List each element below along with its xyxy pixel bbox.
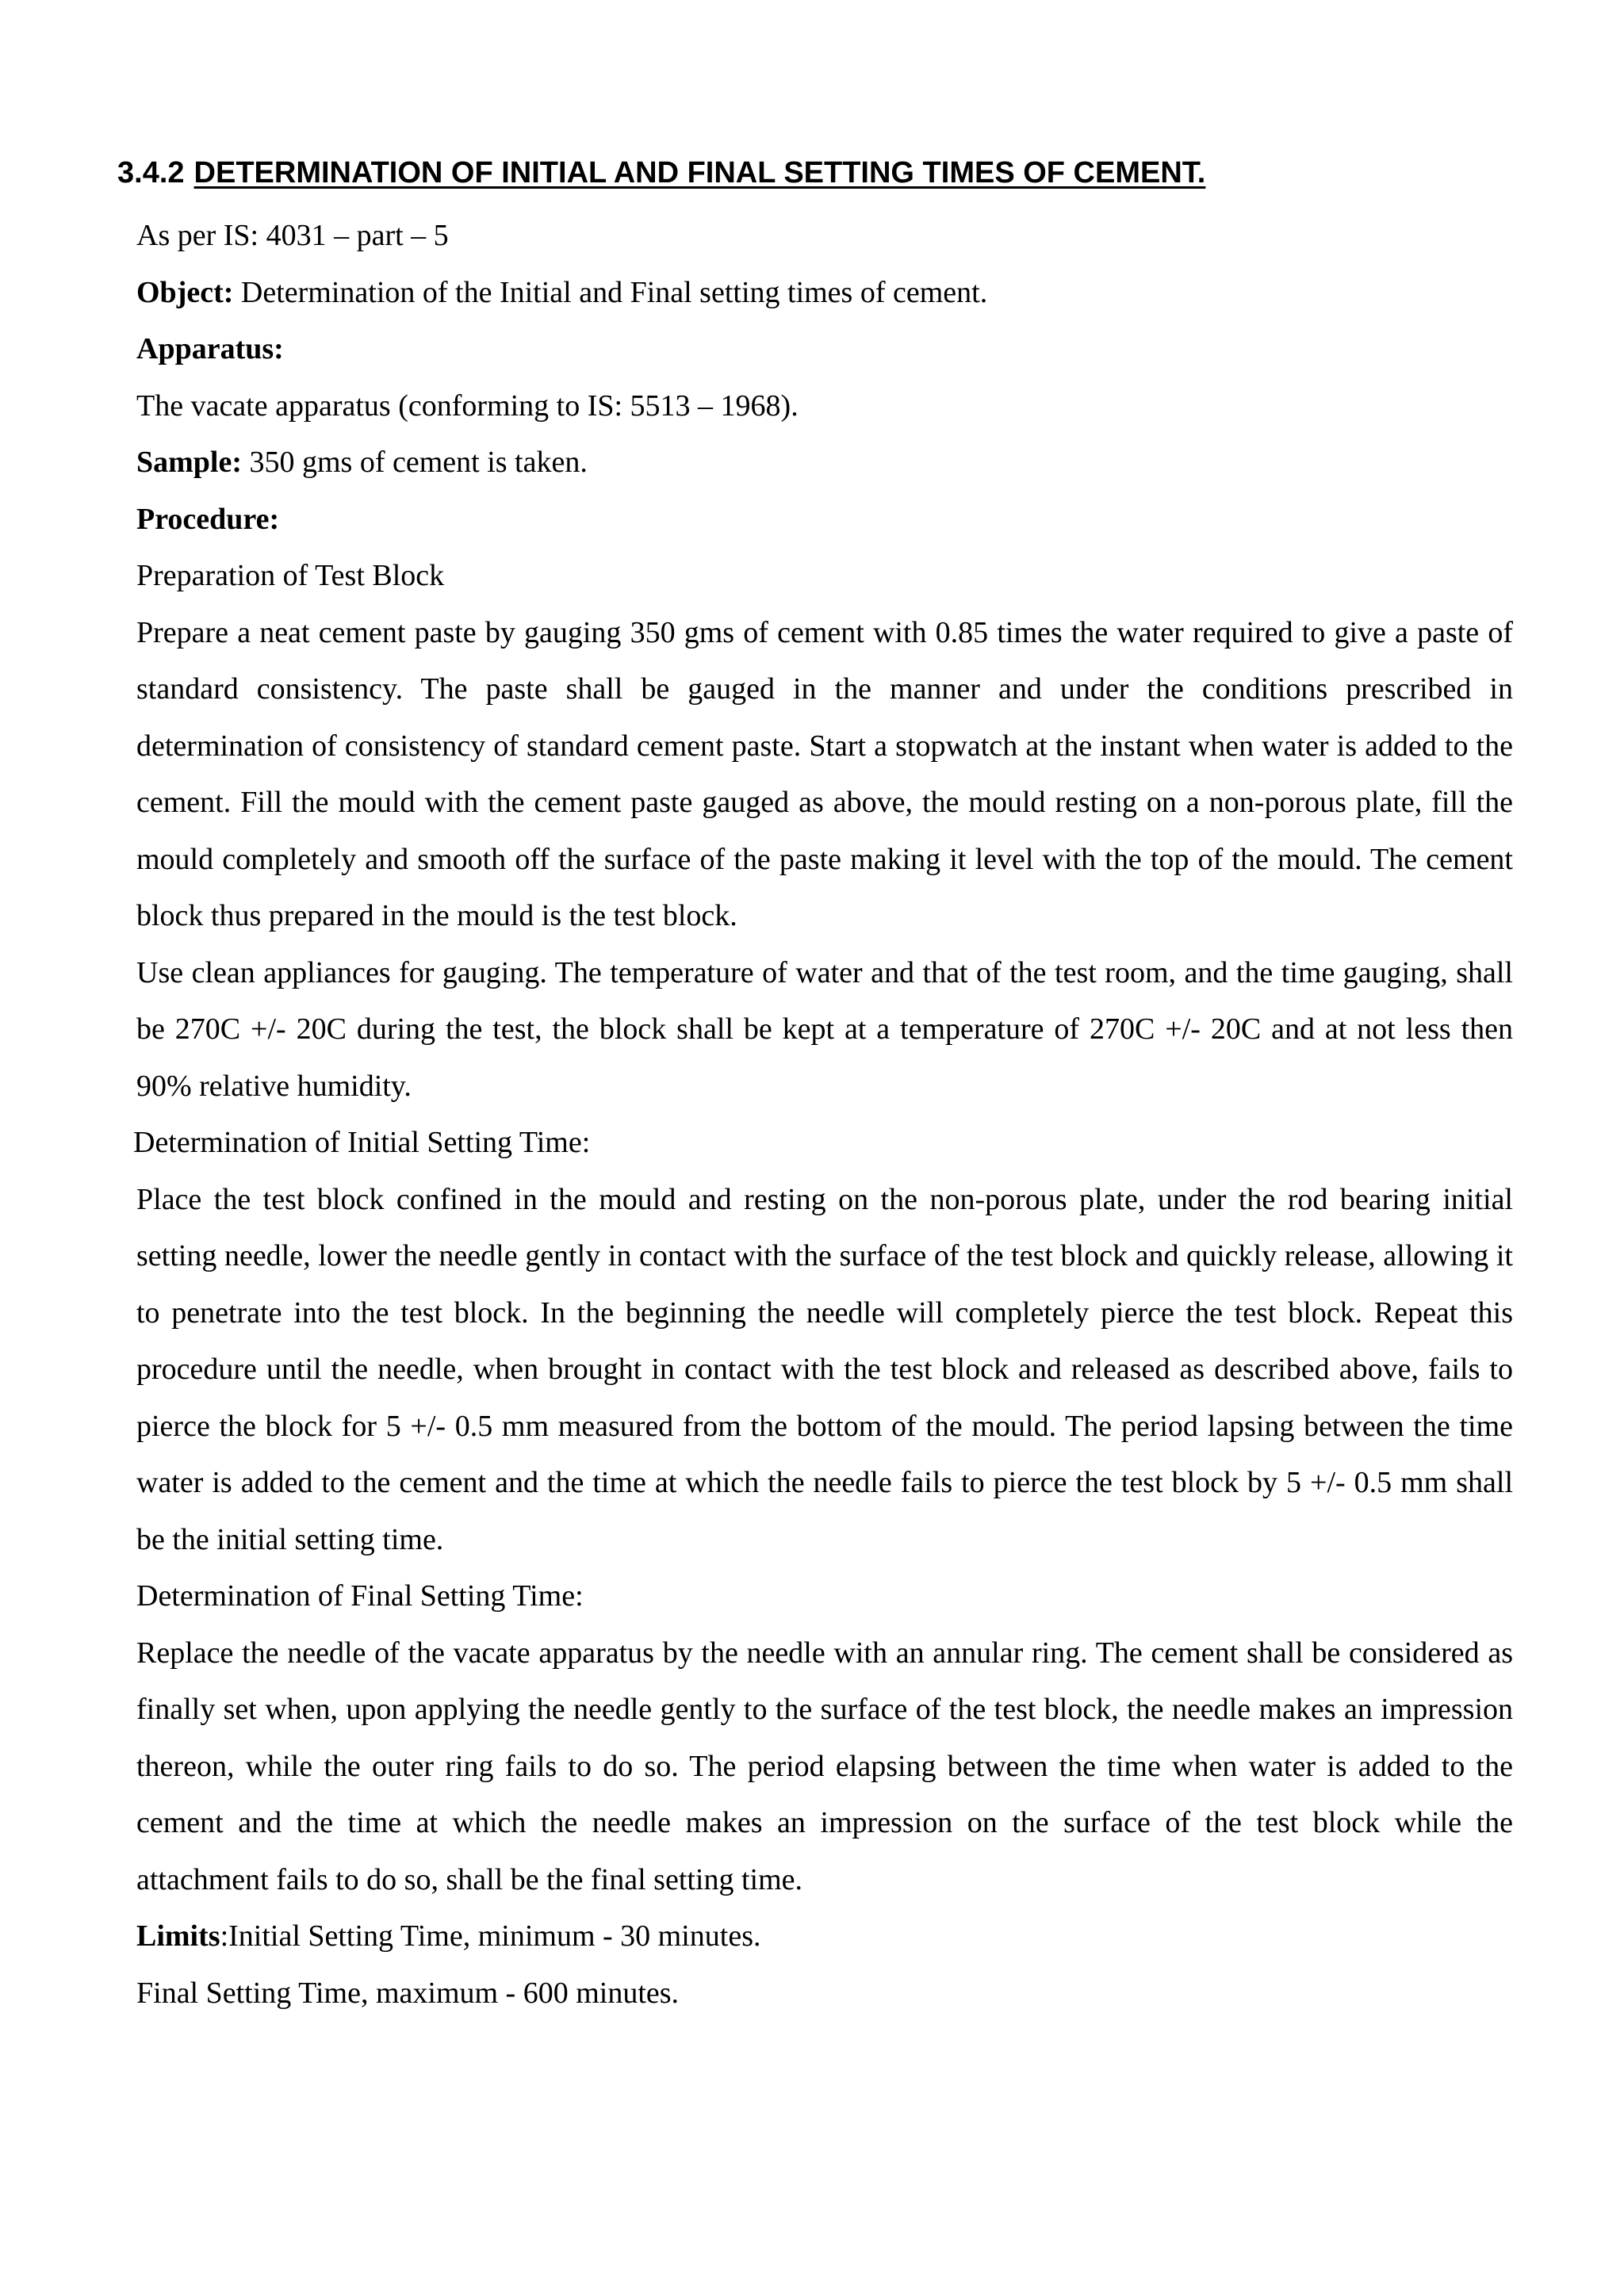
standard-reference: As per IS: 4031 – part – 5 [136, 219, 449, 252]
object-text: Determination of the Initial and Final setting times of cement. [233, 275, 988, 309]
final-setting-paragraph: Replace the needle of the vacate apparatus by the needle with an annular ring. The cement shall be considered as finally set when, upon applying the needle gently to the surface of the test block, the needle makes an impression thereon, while the outer ring fails to do so. The period elapsing between the time when water is added to the cement and the time at which the needle makes an impression on the surface of the test block while the attachment fails to do so, shall be the final setting time. [136, 1636, 1513, 1896]
limits-label: Limits [136, 1919, 220, 1953]
sample-line [136, 434, 1513, 492]
conditions-paragraph: Use clean appliances for gauging. The temperature of water and that of the test room, and the time gauging, shall be 270C +/- 20C during the test, the block shall be kept at a temperature of 270C +/- 20C and at not less then 90% relative humidity. [136, 955, 1513, 1103]
sample-text: 350 gms of cement is taken. [242, 446, 588, 479]
section-title: DETERMINATION OF INITIAL AND FINAL SETTING TIMES OF CEMENT. [193, 156, 1206, 189]
limits-initial: :Initial Setting Time, minimum - 30 minutes. [220, 1919, 761, 1953]
sample-label: Sample: [136, 446, 242, 479]
procedure-label: Procedure: [136, 502, 280, 536]
limits-line [136, 1908, 1513, 1965]
apparatus-text: The vacate apparatus (conforming to IS: 5513 – 1968). [136, 388, 799, 423]
object-label: Object: [136, 275, 234, 309]
section-number: 3.4.2 [117, 156, 185, 189]
object-line [136, 265, 1513, 322]
initial-setting-heading: Determination of Initial Setting Time: [133, 1126, 591, 1159]
test-block-paragraph: Prepare a neat cement paste by gauging 350 gms of cement with 0.85 times the water required to give a paste of standard consistency. The paste shall be gauged in the manner and under the conditions prescribed in determination of consistency of standard cement paste. Start a stopwatch at the instant when water is added to the cement. Fill the mould with the cement paste gauged as above, the mould resting on a non-porous plate, fill the mould completely and smooth off the surface of the paste making it level with the top of the mould. The cement block thus prepared in the mould is the test block. [136, 615, 1513, 932]
limits-final: Final Setting Time, maximum - 600 minutes. [136, 1976, 680, 2010]
section-heading [117, 154, 1205, 192]
document-body [133, 208, 1513, 2022]
test-block-heading: Preparation of Test Block [136, 559, 445, 592]
initial-setting-paragraph: Place the test block confined in the mould and resting on the non-porous plate, under the rod bearing initial setting needle, lower the needle gently in contact with the surface of the test block and quickly release, allowing it to penetrate into the test block. In the beginning the needle will completely pierce the test block. Repeat this procedure until the needle, when brought in contact with the test block and released as described above, fails to pierce the block for 5 +/- 0.5 mm measured from the bottom of the mould. The period lapsing between the time water is added to the cement and the time at which the needle fails to pierce the test block by 5 +/- 0.5 mm shall be the initial setting time. [136, 1182, 1513, 1556]
apparatus-label: Apparatus: [136, 332, 284, 365]
final-setting-heading: Determination of Final Setting Time: [136, 1579, 584, 1613]
